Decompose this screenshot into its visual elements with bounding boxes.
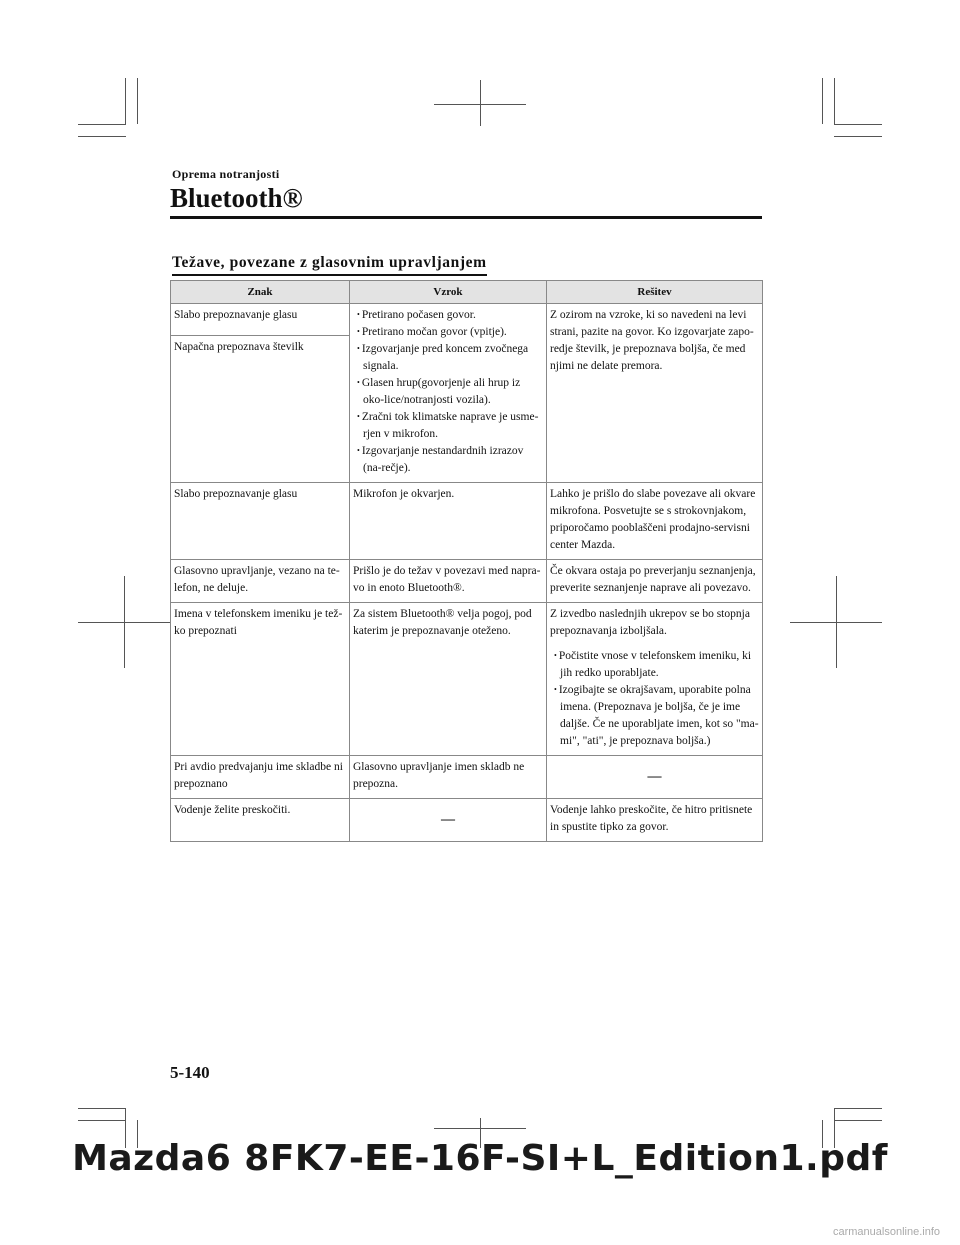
cause-cell: Za sistem Bluetooth® velja pogoj, pod katerim je prepoznavanje oteženo. [350,603,547,756]
solution-cell [547,603,763,756]
sign-cell: Pri avdio predvajanju ime skladbe ni prepoznano [171,756,350,799]
cause-cell: — [350,799,547,842]
table-row [171,560,763,603]
cause-cell [350,304,547,483]
list-item: • Zračni tok klimatske naprave je usme-rjen v mikrofon. [353,409,543,443]
table-heading: Težave, povezane z glasovnim upravljanjem [172,254,487,276]
solution-cell: Če okvara ostaja po preverjanju seznanjenja, preverite seznanjenje naprave ali povezavo. [547,560,763,603]
list-item: • Izgovarjanje pred koncem zvočnega signala. [353,341,543,375]
sign-cell: Slabo prepoznavanje glasu [171,483,350,560]
solution-intro: Z izvedbo naslednjih ukrepov se bo stopnja prepoznavanja izboljšala. [550,608,750,637]
crop-mark [836,576,837,668]
column-header-cause: Vzrok [350,281,547,304]
crop-mark [834,1120,882,1121]
solution-cell: Vodenje lahko preskočite, če hitro pritisnete in spustite tipko za govor. [547,799,763,842]
pdf-filename: Mazda6 8FK7-EE-16F-SI+L_Edition1.pdf [72,1138,888,1179]
watermark: carmanualsonline.info [832,1226,940,1238]
sign-cell: Imena v telefonskem imeniku je tež-ko prepoznati [171,603,350,756]
table-row [171,483,763,560]
cause-list [353,307,543,477]
cause-cell: Glasovno upravljanje imen skladb ne prepozna. [350,756,547,799]
list-item: • Izgovarjanje nestandardnih izrazov (na-rečje). [353,443,543,477]
column-header-solution: Rešitev [547,281,763,304]
crop-mark [137,78,138,124]
table-row [171,603,763,756]
solution-cell: — [547,756,763,799]
crop-mark [78,124,126,125]
list-item: • Počistite vnose v telefonskem imeniku, ki jih redko uporabljate. [550,648,759,682]
list-item: • Izogibajte se okrajšavam, uporabite polna imena. (Prepoznava je boljša, če je ime daljše. Če ne uporabljate imen, kot so "ma-mi", "ati", je prepoznava boljša.) [550,682,759,750]
crop-mark [834,1108,882,1109]
crop-mark [834,136,882,137]
list-item: • Glasen hrup(govorjenje ali hrup iz oko-lice/notranjosti vozila). [353,375,543,409]
table-row [171,799,763,842]
solution-cell: Lahko je prišlo do slabe povezave ali okvare mikrofona. Posvetujte se s strokovnjakom, priporočamo pooblaščeni prodajno-servisni center Mazda. [547,483,763,560]
list-item: • Pretirano močan govor (vpitje). [353,324,543,341]
crop-mark [78,1120,126,1121]
page-number: 5-140 [170,1063,210,1082]
cause-cell: Mikrofon je okvarjen. [350,483,547,560]
sign-cell: Napačna prepoznava številk [171,335,350,482]
crop-mark [834,124,882,125]
section-label: Oprema notranjosti [172,167,280,181]
solution-list [550,648,759,750]
crop-mark [124,576,125,668]
table-header-row [171,281,763,304]
crop-mark [834,78,835,124]
table-row [171,304,763,336]
sign-cell: Slabo prepoznavanje glasu [171,304,350,336]
crop-mark [78,1108,126,1109]
crop-mark [125,78,126,124]
title-rule [170,216,762,219]
list-item: • Pretirano počasen govor. [353,307,543,324]
solution-cell: Z ozirom na vzroke, ki so navedeni na levi strani, pazite na govor. Ko izgovarjate zapo-redje številk, je prepoznava boljša, če med njimi ne delate premora. [547,304,763,483]
table-row [171,756,763,799]
sign-cell: Vodenje želite preskočiti. [171,799,350,842]
troubleshooting-table [170,280,763,842]
crop-mark [822,78,823,124]
crop-mark [78,136,126,137]
crop-mark [480,80,481,126]
sign-cell: Glasovno upravljanje, vezano na te-lefon, ne deluje. [171,560,350,603]
column-header-sign: Znak [171,281,350,304]
chapter-title: Bluetooth® [170,183,303,213]
cause-cell: Prišlo je do težav v povezavi med napra-vo in enoto Bluetooth®. [350,560,547,603]
